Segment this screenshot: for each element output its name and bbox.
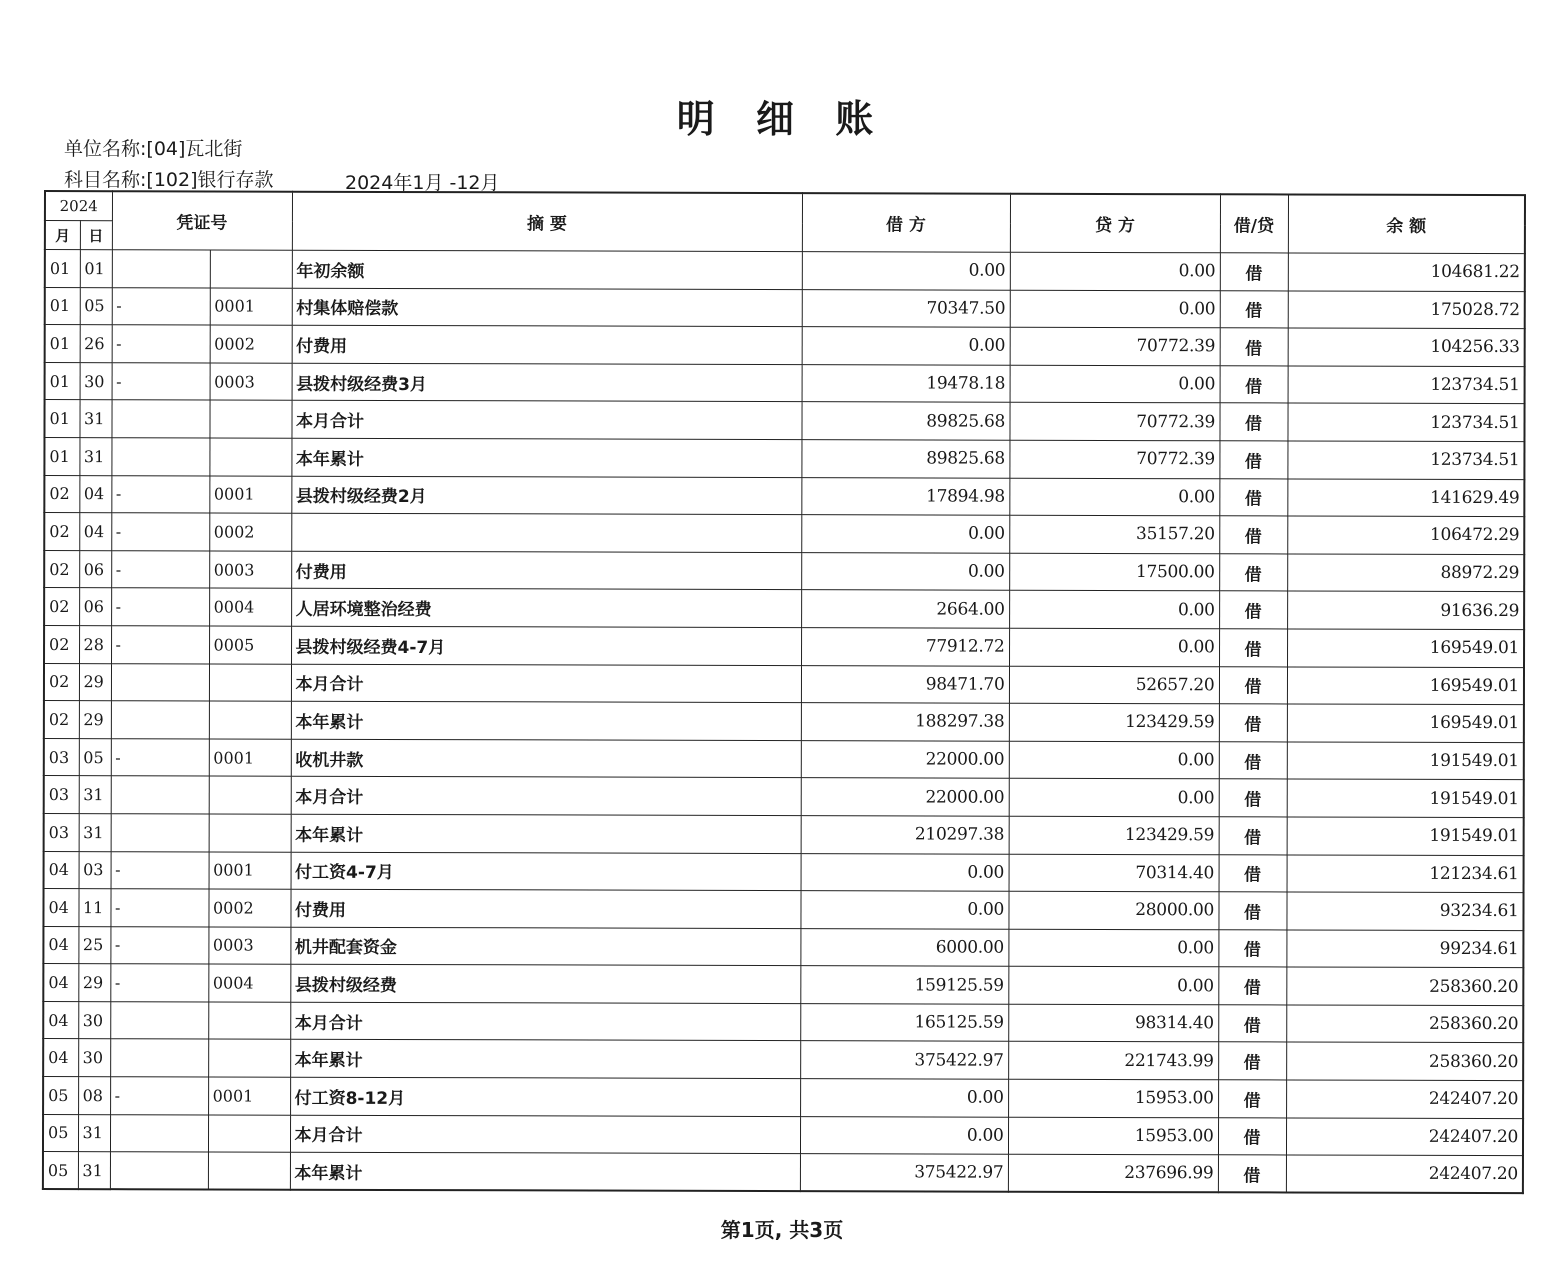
cell-month: 04 — [43, 889, 78, 927]
header-summary: 摘 要 — [292, 192, 802, 252]
cell-direction: 借 — [1219, 666, 1287, 704]
cell-debit: 188297.38 — [801, 703, 1009, 741]
cell-summary: 本月合计 — [291, 664, 801, 703]
cell-direction: 借 — [1219, 742, 1287, 780]
cell-voucher-type — [111, 701, 209, 739]
cell-balance: 242407.20 — [1286, 1080, 1523, 1118]
cell-day: 29 — [78, 964, 110, 1002]
cell-debit: 375422.97 — [800, 1154, 1008, 1192]
cell-voucher-type: - — [112, 287, 210, 325]
cell-direction: 借 — [1219, 441, 1287, 479]
cell-month: 03 — [44, 738, 79, 776]
cell-credit: 123429.59 — [1009, 703, 1219, 741]
cell-summary: 县拨村级经费2月 — [291, 476, 801, 515]
table-row — [44, 776, 1524, 818]
cell-balance: 123734.51 — [1287, 403, 1524, 441]
cell-month: 02 — [44, 588, 79, 626]
cell-direction: 借 — [1218, 1005, 1286, 1043]
table-row — [43, 1114, 1523, 1156]
cell-day: 31 — [78, 1152, 110, 1190]
cell-month: 04 — [43, 964, 78, 1002]
cell-credit: 0.00 — [1010, 290, 1220, 328]
cell-voucher-type: - — [112, 325, 210, 363]
cell-direction: 借 — [1218, 892, 1286, 930]
header-balance: 余 额 — [1288, 194, 1525, 253]
cell-direction: 借 — [1218, 967, 1286, 1005]
cell-balance: 104256.33 — [1288, 328, 1525, 366]
cell-direction: 借 — [1219, 403, 1287, 441]
cell-balance: 123734.51 — [1287, 441, 1524, 479]
cell-debit: 0.00 — [802, 252, 1010, 290]
cell-balance: 191549.01 — [1287, 817, 1524, 855]
cell-direction: 借 — [1219, 516, 1287, 554]
cell-voucher-type: - — [110, 1077, 208, 1115]
cell-day: 05 — [79, 738, 111, 776]
cell-day: 28 — [79, 626, 111, 664]
table-row — [43, 964, 1523, 1006]
cell-day: 30 — [78, 1001, 110, 1039]
cell-balance: 191549.01 — [1287, 779, 1524, 817]
table-row — [44, 625, 1524, 667]
cell-direction: 借 — [1218, 1155, 1286, 1193]
cell-day: 29 — [79, 663, 111, 701]
header-credit: 贷 方 — [1010, 194, 1220, 253]
cell-balance: 104681.22 — [1288, 253, 1525, 291]
cell-credit: 70772.39 — [1009, 403, 1219, 441]
cell-summary: 收机井款 — [291, 739, 801, 778]
cell-balance: 169549.01 — [1287, 667, 1524, 705]
cell-voucher-type: - — [111, 475, 209, 513]
cell-voucher-number: 0002 — [209, 513, 291, 551]
cell-summary: 县拨村级经费4-7月 — [291, 626, 801, 665]
cell-debit: 6000.00 — [800, 928, 1008, 966]
cell-summary: 本月合计 — [290, 1115, 800, 1154]
cell-debit: 0.00 — [802, 327, 1010, 365]
cell-direction: 借 — [1220, 290, 1288, 328]
cell-voucher-number: 0003 — [210, 363, 292, 401]
cell-voucher-type — [111, 663, 209, 701]
cell-month: 02 — [44, 550, 79, 588]
cell-month: 01 — [45, 287, 80, 325]
table-row — [44, 475, 1524, 517]
cell-summary: 年初余额 — [292, 250, 802, 289]
cell-month: 05 — [43, 1152, 78, 1190]
cell-credit: 237696.99 — [1008, 1154, 1218, 1192]
cell-summary: 县拨村级经费3月 — [292, 363, 802, 402]
table-row — [43, 926, 1523, 968]
cell-day: 31 — [79, 438, 111, 476]
cell-balance: 123734.51 — [1288, 366, 1525, 404]
cell-summary: 本年累计 — [291, 814, 801, 853]
cell-summary: 付费用 — [292, 325, 802, 364]
cell-month: 04 — [44, 851, 79, 889]
cell-voucher-number — [208, 1152, 290, 1190]
cell-direction: 借 — [1219, 779, 1287, 817]
cell-direction: 借 — [1219, 704, 1287, 742]
cell-voucher-number — [209, 400, 291, 438]
cell-day: 04 — [79, 513, 111, 551]
cell-credit: 98314.40 — [1008, 1004, 1218, 1042]
cell-balance: 191549.01 — [1287, 742, 1524, 780]
cell-voucher-number — [209, 438, 291, 476]
cell-voucher-type: - — [111, 550, 209, 588]
document-title: 明 细 账 — [676, 97, 888, 141]
cell-credit: 15953.00 — [1008, 1079, 1218, 1117]
cell-credit: 15953.00 — [1008, 1117, 1218, 1155]
cell-balance: 258360.20 — [1286, 1005, 1523, 1043]
cell-debit: 210297.38 — [801, 816, 1009, 854]
table-row — [44, 513, 1524, 555]
unit-name: 单位名称:[04]瓦北街 — [64, 138, 243, 160]
cell-credit: 0.00 — [1010, 365, 1220, 403]
table-row — [44, 437, 1524, 479]
cell-summary: 本月合计 — [291, 777, 801, 816]
cell-debit: 19478.18 — [802, 364, 1010, 402]
cell-debit: 2664.00 — [801, 590, 1009, 628]
cell-voucher-type — [112, 250, 210, 288]
cell-day: 25 — [78, 926, 110, 964]
cell-summary: 本年累计 — [290, 1040, 800, 1079]
cell-credit: 0.00 — [1009, 741, 1219, 779]
cell-day: 30 — [80, 362, 112, 400]
cell-summary: 付费用 — [291, 551, 801, 590]
cell-voucher-number: 0005 — [209, 626, 291, 664]
cell-balance: 93234.61 — [1286, 892, 1523, 930]
cell-day: 31 — [79, 400, 111, 438]
table-row — [44, 588, 1524, 630]
cell-voucher-number: 0001 — [209, 851, 291, 889]
cell-voucher-type: - — [110, 889, 208, 927]
cell-summary — [291, 513, 801, 552]
cell-summary: 付工资8-12月 — [290, 1077, 800, 1116]
cell-day: 01 — [80, 250, 112, 288]
cell-month: 01 — [45, 325, 80, 363]
cell-direction: 借 — [1218, 929, 1286, 967]
cell-direction: 借 — [1219, 817, 1287, 855]
cell-direction: 借 — [1219, 629, 1287, 667]
cell-summary: 本年累计 — [290, 1152, 800, 1191]
cell-month: 01 — [44, 437, 79, 475]
cell-voucher-type: - — [111, 626, 209, 664]
cell-direction: 借 — [1218, 1080, 1286, 1118]
cell-credit: 0.00 — [1009, 628, 1219, 666]
cell-day: 31 — [78, 1114, 110, 1152]
cell-credit: 0.00 — [1009, 478, 1219, 516]
table-row — [43, 1077, 1523, 1119]
cell-credit: 17500.00 — [1009, 553, 1219, 591]
cell-credit: 0.00 — [1009, 779, 1219, 817]
cell-summary: 本年累计 — [291, 438, 801, 477]
cell-debit: 22000.00 — [801, 778, 1009, 816]
cell-voucher-type: - — [111, 513, 209, 551]
cell-summary: 付工资4-7月 — [291, 852, 801, 891]
cell-debit: 0.00 — [801, 552, 1009, 590]
cell-debit: 89825.68 — [801, 402, 1009, 440]
table-row — [43, 1001, 1523, 1043]
cell-balance: 242407.20 — [1286, 1118, 1523, 1156]
cell-direction: 借 — [1219, 478, 1287, 516]
cell-direction: 借 — [1219, 854, 1287, 892]
cell-month: 01 — [45, 250, 80, 288]
page-indicator: 第1页, 共3页 — [720, 1218, 844, 1242]
table-row — [45, 325, 1525, 367]
cell-debit: 0.00 — [800, 1116, 1008, 1154]
cell-month: 01 — [45, 362, 80, 400]
cell-day: 30 — [78, 1039, 110, 1077]
subject-name: 科目名称:[102]银行存款 — [64, 169, 274, 191]
cell-month: 02 — [44, 625, 79, 663]
table-row — [45, 362, 1525, 404]
cell-credit: 123429.59 — [1009, 816, 1219, 854]
cell-direction: 借 — [1218, 1117, 1286, 1155]
header-year: 2024 — [45, 191, 112, 221]
table-row — [44, 813, 1524, 855]
cell-credit: 35157.20 — [1009, 515, 1219, 553]
table-row — [43, 1039, 1523, 1081]
cell-voucher-number: 0003 — [209, 551, 291, 589]
cell-balance: 169549.01 — [1287, 629, 1524, 667]
cell-month: 03 — [44, 813, 79, 851]
cell-voucher-type — [110, 1152, 208, 1190]
cell-credit: 52657.20 — [1009, 666, 1219, 704]
cell-summary: 本年累计 — [291, 701, 801, 740]
cell-debit: 159125.59 — [800, 966, 1008, 1004]
cell-month: 02 — [44, 475, 79, 513]
cell-debit: 0.00 — [801, 515, 1009, 553]
cell-direction: 借 — [1220, 253, 1288, 291]
table-row — [44, 851, 1524, 893]
cell-day: 11 — [78, 889, 110, 927]
header-day: 日 — [80, 221, 112, 250]
cell-credit: 28000.00 — [1008, 891, 1218, 929]
cell-voucher-number: 0001 — [209, 739, 291, 777]
cell-debit: 375422.97 — [800, 1041, 1008, 1079]
cell-voucher-type: - — [111, 738, 209, 776]
cell-voucher-number: 0001 — [210, 288, 292, 326]
cell-day: 04 — [79, 475, 111, 513]
cell-credit: 0.00 — [1008, 929, 1218, 967]
cell-voucher-type: - — [111, 851, 209, 889]
cell-summary: 本月合计 — [291, 401, 801, 440]
cell-debit: 98471.70 — [801, 665, 1009, 703]
header-voucher: 凭证号 — [112, 191, 292, 250]
cell-debit: 22000.00 — [801, 740, 1009, 778]
cell-debit: 0.00 — [800, 891, 1008, 929]
cell-summary: 村集体赔偿款 — [292, 288, 802, 327]
cell-month: 05 — [43, 1077, 78, 1115]
cell-direction: 借 — [1218, 1042, 1286, 1080]
cell-voucher-type: - — [110, 926, 208, 964]
table-row — [44, 550, 1524, 592]
cell-voucher-number: 0004 — [208, 964, 290, 1002]
cell-day: 31 — [79, 776, 111, 814]
cell-balance: 141629.49 — [1287, 479, 1524, 517]
cell-voucher-number — [208, 1002, 290, 1040]
cell-balance: 106472.29 — [1287, 516, 1524, 554]
cell-debit: 165125.59 — [800, 1003, 1008, 1041]
cell-month: 05 — [43, 1114, 78, 1152]
period-range: 2024年1月 -12月 — [345, 172, 500, 194]
table-row — [44, 663, 1524, 705]
cell-credit: 70772.39 — [1009, 440, 1219, 478]
cell-voucher-number: 0004 — [209, 588, 291, 626]
cell-balance: 121234.61 — [1287, 854, 1524, 892]
cell-day: 08 — [78, 1077, 110, 1115]
cell-day: 26 — [80, 325, 112, 363]
cell-month: 04 — [43, 926, 78, 964]
table-row — [43, 889, 1523, 931]
cell-voucher-number: 0001 — [208, 1077, 290, 1115]
cell-month: 02 — [44, 701, 79, 739]
cell-month: 04 — [43, 1001, 78, 1039]
cell-day: 31 — [79, 814, 111, 852]
cell-voucher-number — [210, 250, 292, 288]
cell-balance: 99234.61 — [1286, 930, 1523, 968]
cell-balance: 242407.20 — [1286, 1155, 1523, 1193]
cell-summary: 本月合计 — [290, 1002, 800, 1041]
cell-credit: 0.00 — [1009, 591, 1219, 629]
cell-balance: 169549.01 — [1287, 704, 1524, 742]
cell-balance: 175028.72 — [1288, 291, 1525, 329]
cell-direction: 借 — [1220, 328, 1288, 366]
cell-credit: 0.00 — [1008, 966, 1218, 1004]
cell-balance: 258360.20 — [1286, 967, 1523, 1005]
cell-voucher-number — [209, 663, 291, 701]
cell-debit: 0.00 — [800, 1079, 1008, 1117]
ledger-table — [42, 190, 1526, 1194]
cell-voucher-type — [111, 814, 209, 852]
cell-summary: 县拨村级经费 — [290, 964, 800, 1003]
ledger-table-wrapper — [42, 190, 1524, 1194]
cell-voucher-number: 0002 — [208, 889, 290, 927]
cell-debit: 0.00 — [801, 853, 1009, 891]
header-debit: 借 方 — [802, 193, 1010, 252]
cell-voucher-number — [209, 776, 291, 814]
cell-day: 29 — [79, 701, 111, 739]
cell-voucher-type: - — [110, 964, 208, 1002]
cell-credit: 221743.99 — [1008, 1042, 1218, 1080]
cell-day: 06 — [79, 588, 111, 626]
cell-summary: 人居环境整治经费 — [291, 589, 801, 628]
cell-credit: 70314.40 — [1009, 854, 1219, 892]
cell-month: 02 — [44, 663, 79, 701]
cell-debit: 77912.72 — [801, 628, 1009, 666]
cell-voucher-number — [208, 1115, 290, 1153]
cell-credit: 70772.39 — [1010, 327, 1220, 365]
table-row — [45, 250, 1525, 292]
cell-voucher-number — [209, 814, 291, 852]
cell-direction: 借 — [1220, 366, 1288, 404]
cell-summary: 付费用 — [290, 889, 800, 928]
cell-voucher-type: - — [112, 362, 210, 400]
cell-month: 04 — [43, 1039, 78, 1077]
cell-month: 02 — [44, 513, 79, 551]
cell-voucher-number — [209, 701, 291, 739]
cell-direction: 借 — [1219, 591, 1287, 629]
cell-debit: 89825.68 — [801, 440, 1009, 478]
cell-month: 01 — [44, 400, 79, 438]
cell-voucher-type — [111, 438, 209, 476]
cell-summary: 机井配套资金 — [290, 927, 800, 966]
cell-direction: 借 — [1219, 554, 1287, 592]
cell-voucher-type — [111, 400, 209, 438]
cell-day: 03 — [79, 851, 111, 889]
cell-month: 03 — [44, 776, 79, 814]
header-direction: 借/贷 — [1220, 194, 1288, 253]
cell-day: 06 — [79, 550, 111, 588]
cell-voucher-type: - — [111, 588, 209, 626]
cell-balance: 258360.20 — [1286, 1042, 1523, 1080]
cell-voucher-number: 0002 — [210, 325, 292, 363]
cell-voucher-type — [111, 776, 209, 814]
cell-balance: 88972.29 — [1287, 554, 1524, 592]
ledger-body — [43, 250, 1525, 1194]
table-row — [44, 738, 1524, 780]
cell-day: 05 — [80, 287, 112, 325]
table-row — [43, 1152, 1523, 1194]
cell-debit: 17894.98 — [801, 477, 1009, 515]
table-row — [45, 287, 1525, 329]
cell-voucher-type — [110, 1114, 208, 1152]
cell-balance: 91636.29 — [1287, 591, 1524, 629]
cell-credit: 0.00 — [1010, 252, 1220, 290]
cell-voucher-number: 0003 — [208, 927, 290, 965]
cell-debit: 70347.50 — [802, 289, 1010, 327]
cell-voucher-type — [110, 1039, 208, 1077]
table-row — [44, 400, 1524, 442]
cell-voucher-number — [208, 1039, 290, 1077]
cell-voucher-number: 0001 — [209, 476, 291, 514]
table-row — [44, 701, 1524, 743]
cell-voucher-type — [110, 1002, 208, 1040]
header-month: 月 — [45, 221, 80, 250]
